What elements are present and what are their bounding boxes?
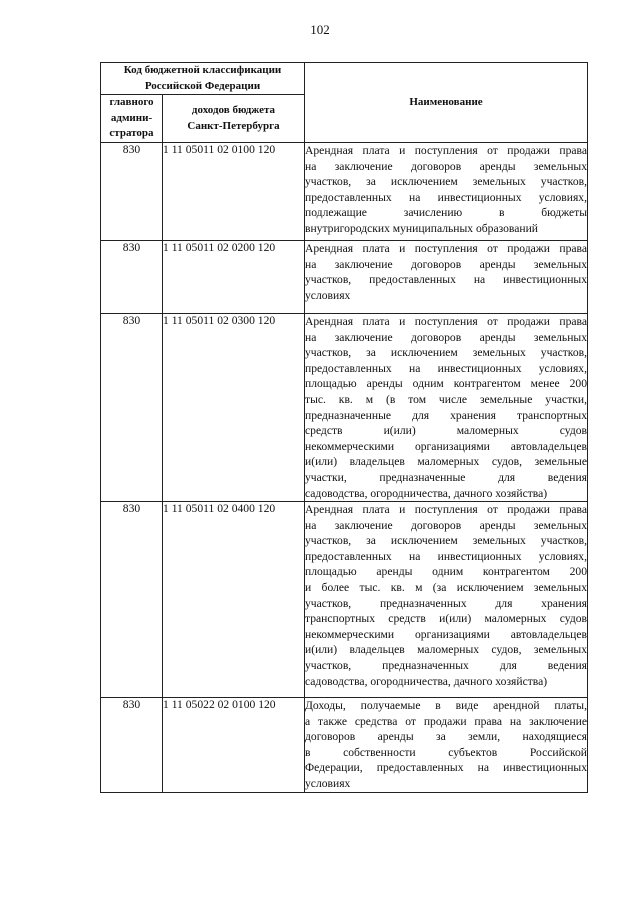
- admin-code-cell: 830: [101, 240, 163, 313]
- income-name-line: на заключение договоров аренды земельных: [305, 330, 587, 344]
- admin-code-cell: 830: [101, 313, 163, 501]
- income-name-line: внутригородских муниципальных образований: [305, 221, 538, 235]
- header-admin-column: [101, 95, 163, 143]
- income-name-line: средств и(или) маломерных судов: [305, 424, 587, 438]
- table-row: [101, 502, 588, 698]
- income-name-line: Доходы, получаемые в виде арендной платы,: [305, 699, 587, 713]
- header-group-line-2: Российской Федерации: [144, 79, 261, 92]
- income-name-line: площадью аренды одним контрагентом 200: [305, 565, 587, 579]
- income-name-line: предоставленных на инвестиционных условиях,: [305, 190, 587, 204]
- income-name-line: предоставленных на инвестиционных условиях,: [305, 361, 587, 375]
- header-income-line-2: Санкт-Петербурга: [187, 119, 280, 132]
- table-row: [101, 142, 588, 240]
- income-name-cell: [305, 313, 588, 501]
- header-name-column: Наименование: [305, 63, 588, 143]
- income-name-line: Арендная плата и поступления от продажи права: [305, 314, 587, 328]
- admin-code-cell: 830: [101, 142, 163, 240]
- income-name-cell: [305, 142, 588, 240]
- income-name-line: и более тыс. кв. м (за исключением земельных: [305, 581, 587, 595]
- income-name-line: на заключение договоров аренды земельных: [305, 518, 587, 532]
- table-row: [101, 313, 588, 501]
- income-name-line: подлежащие зачислению в бюджеты: [305, 206, 587, 220]
- income-name-line: садоводства, огородничества, дачного хозяйства): [305, 674, 548, 688]
- admin-code-cell: 830: [101, 698, 163, 793]
- income-name-cell: [305, 502, 588, 698]
- table-row: [101, 240, 588, 313]
- income-name-line: участков, предназначенных для ведения: [305, 659, 587, 673]
- page-number: 102: [310, 22, 330, 37]
- income-name-line: Арендная плата и поступления от продажи права: [305, 503, 587, 517]
- income-name-line: предоставленных на инвестиционных условиях,: [305, 549, 587, 563]
- budget-classification-table: [100, 62, 588, 793]
- header-admin-line-2: админи-: [110, 111, 153, 124]
- income-name-line: транспортных средств и(или) маломерных судов: [305, 612, 587, 626]
- header-admin-line-1: главного: [109, 96, 154, 109]
- income-name-line: тыс. кв. м (в том числе земельные участки,: [305, 392, 587, 406]
- income-name-line: в собственности субъектов Российской: [305, 745, 587, 759]
- income-name-line: участки, предназначенные для ведения: [305, 470, 587, 484]
- income-code-cell: 1 11 05011 02 0400 120: [163, 502, 305, 698]
- income-name-cell: [305, 240, 588, 313]
- income-name-line: участков, за исключением земельных участков,: [305, 175, 587, 189]
- income-name-line: условиях: [305, 288, 351, 302]
- income-name-cell: [305, 698, 588, 793]
- income-name-line: участков, предоставленных на инвестиционных: [305, 273, 587, 287]
- income-name-line: участков, предназначенных для хранения: [305, 596, 587, 610]
- income-name-line: а также средства от продажи права на заключение: [305, 714, 587, 728]
- header-income-line-1: доходов бюджета: [191, 103, 276, 116]
- income-code-cell: 1 11 05022 02 0100 120: [163, 698, 305, 793]
- income-name-line: садоводства, огородничества, дачного хозяйства): [305, 486, 548, 500]
- income-name-line: на заключение договоров аренды земельных: [305, 257, 587, 271]
- header-group-line-1: Код бюджетной классификации: [123, 64, 282, 76]
- header-admin-line-3: стратора: [109, 127, 154, 140]
- income-name-line: Федерации, предоставленных на инвестиционных: [305, 761, 587, 775]
- income-name-line: Арендная плата и поступления от продажи права: [305, 143, 587, 157]
- table-body: [101, 142, 588, 792]
- admin-code-cell: 830: [101, 502, 163, 698]
- income-name-line: условиях: [305, 777, 351, 791]
- income-name-line: некоммерческими организациями автовладельцев: [305, 439, 587, 453]
- income-name-line: участков, за исключением земельных участков,: [305, 534, 587, 548]
- income-code-cell: 1 11 05011 02 0300 120: [163, 313, 305, 501]
- income-name-line: предназначенные для хранения транспортных: [305, 408, 587, 422]
- income-code-cell: 1 11 05011 02 0100 120: [163, 142, 305, 240]
- income-name-line: на заключение договоров аренды земельных: [305, 159, 587, 173]
- table-header-group-row: [101, 63, 588, 95]
- header-classification-code: [101, 63, 305, 95]
- income-name-line: Арендная плата и поступления от продажи права: [305, 241, 587, 255]
- income-name-line: договоров аренды за земли, находящиеся: [305, 730, 587, 744]
- income-code-cell: 1 11 05011 02 0200 120: [163, 240, 305, 313]
- income-name-line: участков, за исключением земельных участков,: [305, 346, 587, 360]
- table-row: [101, 698, 588, 793]
- income-name-line: и(или) владельцев маломерных судов, земельные: [305, 455, 587, 469]
- income-name-line: и(или) владельцев маломерных судов, земельных: [305, 643, 587, 657]
- income-name-line: некоммерческими организациями автовладельцев: [305, 627, 587, 641]
- income-name-line: площадью аренды одним контрагентом менее 200: [305, 377, 587, 391]
- header-income-code-column: [163, 95, 305, 143]
